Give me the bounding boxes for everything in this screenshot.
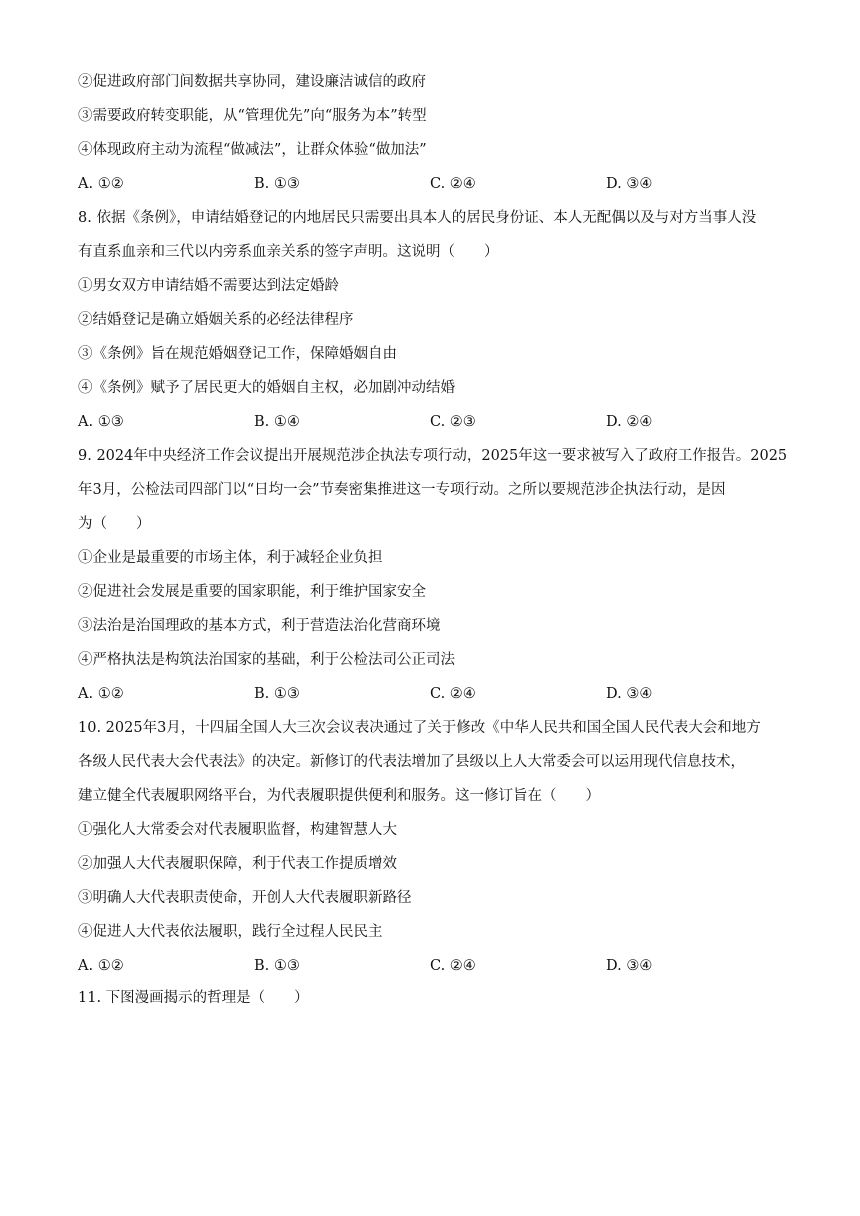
q9-option-c[interactable]: C. ②④	[430, 686, 476, 702]
q11-stem: 11. 下图漫画揭示的哲理是（ ）	[78, 990, 309, 1006]
q7-statement-4: ④体现政府主动为流程“做减法”，让群众体验“做加法”	[78, 142, 427, 158]
q9-statement-3: ③法治是治国理政的基本方式，利于营造法治化营商环境	[78, 618, 441, 634]
q10-option-c[interactable]: C. ②④	[430, 958, 476, 974]
q7-statement-3: ③需要政府转变职能，从“管理优先”向“服务为本”转型	[78, 108, 427, 124]
q9-option-b[interactable]: B. ①③	[254, 686, 300, 702]
q10-option-b[interactable]: B. ①③	[254, 958, 300, 974]
q10-stem-line-2: 各级人民代表大会代表法》的决定。新修订的代表法增加了县级以上人大常委会可以运用现代信息技术，	[78, 754, 745, 770]
q9-statement-4: ④严格执法是构筑法治国家的基础，利于公检法司公正司法	[78, 652, 455, 668]
q8-option-d[interactable]: D. ②④	[606, 414, 653, 430]
q9-stem-line-2: 年3月，公检法司四部门以“日均一会”节奏密集推进这一专项行动。之所以要规范涉企执法行动，是因	[78, 482, 726, 498]
q8-stem-line-1: 8. 依据《条例》，申请结婚登记的内地居民只需要出具本人的居民身份证、本人无配偶以及与对方当事人没	[78, 210, 757, 226]
q9-stem-line-1: 9. 2024年中央经济工作会议提出开展规范涉企执法专项行动，2025年这一要求被写入了政府工作报告。2025	[78, 448, 788, 464]
q8-option-c[interactable]: C. ②③	[430, 414, 476, 430]
q8-option-b[interactable]: B. ①④	[254, 414, 300, 430]
q7-statement-2: ②促进政府部门间数据共享协同，建设廉洁诚信的政府	[78, 74, 426, 90]
q10-option-d[interactable]: D. ③④	[606, 958, 653, 974]
q8-stem-line-2: 有直系血亲和三代以内旁系血亲关系的签字声明。这说明（ ）	[78, 244, 499, 260]
q10-statement-3: ③明确人大代表职责使命，开创人大代表履职新路径	[78, 890, 412, 906]
q8-statement-1: ①男女双方申请结婚不需要达到法定婚龄	[78, 278, 339, 294]
q9-option-a[interactable]: A. ①②	[78, 686, 124, 702]
q9-statement-1: ①企业是最重要的市场主体，利于减轻企业负担	[78, 550, 383, 566]
q10-stem-line-1: 10. 2025年3月，十四届全国人大三次会议表决通过了关于修改《中华人民共和国全国人民代表大会和地方	[78, 720, 761, 736]
q7-option-c[interactable]: C. ②④	[430, 176, 476, 192]
q8-statement-4: ④《条例》赋予了居民更大的婚姻自主权，必加剧冲动结婚	[78, 380, 455, 396]
q8-statement-2: ②结婚登记是确立婚姻关系的必经法律程序	[78, 312, 354, 328]
q10-statement-2: ②加强人大代表履职保障，利于代表工作提质增效	[78, 856, 397, 872]
q10-stem-line-3: 建立健全代表履职网络平台，为代表履职提供便利和服务。这一修订旨在（ ）	[78, 788, 600, 804]
q9-option-d[interactable]: D. ③④	[606, 686, 653, 702]
q7-option-a[interactable]: A. ①②	[78, 176, 124, 192]
q9-statement-2: ②促进社会发展是重要的国家职能，利于维护国家安全	[78, 584, 426, 600]
q10-statement-4: ④促进人大代表依法履职，践行全过程人民民主	[78, 924, 383, 940]
q9-stem-line-3: 为（ ）	[78, 516, 151, 532]
q10-option-a[interactable]: A. ①②	[78, 958, 124, 974]
q8-option-a[interactable]: A. ①③	[78, 414, 124, 430]
q8-statement-3: ③《条例》旨在规范婚姻登记工作，保障婚姻自由	[78, 346, 397, 362]
q7-option-d[interactable]: D. ③④	[606, 176, 653, 192]
q7-option-b[interactable]: B. ①③	[254, 176, 300, 192]
q10-statement-1: ①强化人大常委会对代表履职监督，构建智慧人大	[78, 822, 397, 838]
